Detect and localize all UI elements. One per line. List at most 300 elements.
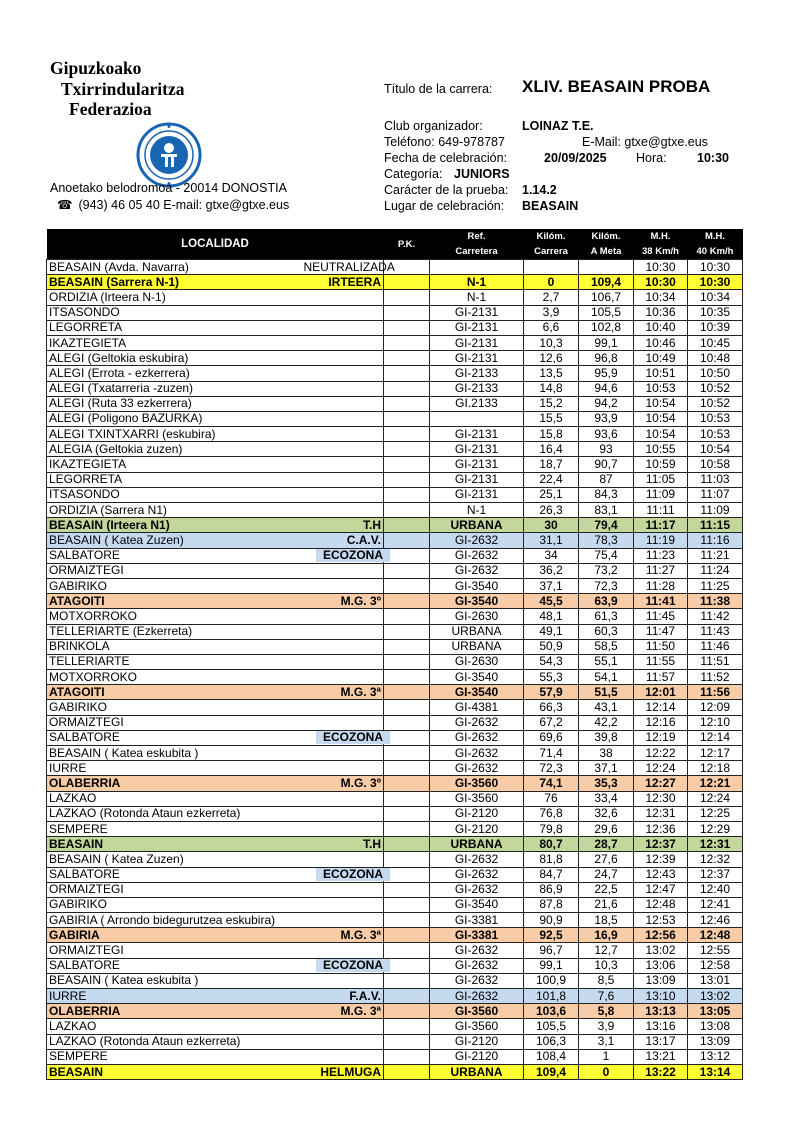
- cell-note: [262, 730, 384, 745]
- table-row: [47, 457, 743, 472]
- cell-time-38: 12:22: [634, 746, 688, 761]
- category-label: Categoría:: [384, 167, 443, 181]
- cell-ref: GI-2632: [430, 533, 524, 548]
- cell-pk: [384, 882, 430, 897]
- cell-ref: GI-2131: [430, 427, 524, 442]
- cell-pk: [384, 335, 430, 350]
- cell-km-carrera: 15,8: [524, 427, 579, 442]
- cell-pk: [384, 1004, 430, 1019]
- cell-ref: GI-2632: [430, 852, 524, 867]
- character-label: Carácter de la prueba:: [384, 183, 509, 197]
- cell-ref: GI-3540: [430, 670, 524, 685]
- table-row: [47, 928, 743, 943]
- date-label: Fecha de celebración:: [384, 151, 507, 165]
- cell-km-meta: 22,5: [579, 882, 634, 897]
- cell-ref: GI-2630: [430, 654, 524, 669]
- cell-pk: [384, 958, 430, 973]
- cell-ref: GI-2632: [430, 943, 524, 958]
- club-label: Club organizador:: [384, 119, 483, 133]
- cell-note: [262, 1049, 384, 1064]
- cell-pk: [384, 503, 430, 518]
- cell-time-38: 11:45: [634, 609, 688, 624]
- cell-pk: [384, 1034, 430, 1049]
- header-mh38-sub: 38 Km/h: [634, 244, 688, 260]
- cell-time-38: 12:14: [634, 700, 688, 715]
- cell-localidad: IURRE: [47, 761, 262, 776]
- cell-time-38: 10:55: [634, 442, 688, 457]
- cell-time-38: 13:13: [634, 1004, 688, 1019]
- cell-localidad: IKAZTEGIETA: [47, 335, 262, 350]
- cell-time-38: 11:47: [634, 624, 688, 639]
- cell-localidad: ALEGI (Poligono BAZURKA): [47, 411, 262, 426]
- cell-km-meta: 8,5: [579, 973, 634, 988]
- cell-localidad: TELLERIARTE: [47, 654, 262, 669]
- cell-km-meta: 93: [579, 442, 634, 457]
- cell-time-38: 10:30: [634, 275, 688, 290]
- header-localidad: LOCALIDAD: [47, 229, 384, 260]
- cell-time-38: 13:22: [634, 1064, 688, 1079]
- cell-time-40: 11:46: [688, 639, 743, 654]
- cell-localidad: ORMAIZTEGI: [47, 943, 262, 958]
- cell-localidad: LAZKAO (Rotonda Ataun ezkerreta): [47, 806, 262, 821]
- cell-ref: GI-2632: [430, 761, 524, 776]
- cell-km-carrera: 103,6: [524, 1004, 579, 1019]
- cell-km-meta: [579, 260, 634, 275]
- cell-pk: [384, 533, 430, 548]
- cell-km-meta: 79,4: [579, 518, 634, 533]
- cell-km-carrera: 100,9: [524, 973, 579, 988]
- cell-time-40: 10:58: [688, 457, 743, 472]
- cell-time-40: 13:09: [688, 1034, 743, 1049]
- cell-ref: GI-2131: [430, 305, 524, 320]
- cell-time-38: 10:46: [634, 335, 688, 350]
- cell-km-carrera: 25,1: [524, 487, 579, 502]
- cell-km-meta: 94,6: [579, 381, 634, 396]
- cell-pk: [384, 852, 430, 867]
- cell-ref: GI-3540: [430, 594, 524, 609]
- cell-time-40: 10:30: [688, 275, 743, 290]
- table-row: [47, 639, 743, 654]
- cell-km-carrera: 2,7: [524, 290, 579, 305]
- cell-localidad: LAZKAO: [47, 1019, 262, 1034]
- cell-localidad: ALEGI (Geltokia eskubira): [47, 351, 262, 366]
- cell-note: [262, 290, 384, 305]
- cell-km-meta: 12,7: [579, 943, 634, 958]
- cell-km-carrera: 80,7: [524, 837, 579, 852]
- cell-localidad: BEASAIN (Sarrera N-1): [47, 275, 262, 290]
- cell-time-40: 10:48: [688, 351, 743, 366]
- cell-km-meta: 5,8: [579, 1004, 634, 1019]
- cell-time-38: 10:36: [634, 305, 688, 320]
- cell-pk: [384, 442, 430, 457]
- cell-note: [262, 882, 384, 897]
- cell-localidad: ATAGOITI: [47, 594, 262, 609]
- cell-localidad: SEMPERE: [47, 1049, 262, 1064]
- cell-time-38: 13:10: [634, 989, 688, 1004]
- cell-localidad: IKAZTEGIETA: [47, 457, 262, 472]
- cell-time-40: 12:09: [688, 700, 743, 715]
- cell-km-meta: 58,5: [579, 639, 634, 654]
- cell-km-carrera: 12,6: [524, 351, 579, 366]
- cell-km-meta: 0: [579, 1064, 634, 1079]
- cell-km-meta: 61,3: [579, 609, 634, 624]
- cell-km-carrera: [524, 260, 579, 275]
- header-mh40-sub: 40 Km/h: [688, 244, 743, 260]
- cell-km-carrera: 31,1: [524, 533, 579, 548]
- cell-localidad: LAZKAO: [47, 791, 262, 806]
- cell-localidad: BEASAIN ( Katea Zuzen): [47, 852, 262, 867]
- cell-time-40: 13:01: [688, 973, 743, 988]
- cell-note: NEUTRALIZADA: [262, 260, 384, 275]
- cell-km-meta: 42,2: [579, 715, 634, 730]
- cell-note: [262, 1019, 384, 1034]
- cell-km-meta: 21,6: [579, 897, 634, 912]
- ecozona-badge: ECOZONA: [316, 868, 390, 881]
- table-row: [47, 518, 743, 533]
- cell-km-meta: 83,1: [579, 503, 634, 518]
- table-row: [47, 1019, 743, 1034]
- cell-time-38: 11:57: [634, 670, 688, 685]
- cell-km-carrera: 90,9: [524, 913, 579, 928]
- cell-km-meta: 7,6: [579, 989, 634, 1004]
- cell-localidad: OLABERRIA: [47, 776, 262, 791]
- cell-km-carrera: 92,5: [524, 928, 579, 943]
- cell-time-40: 12:37: [688, 867, 743, 882]
- cell-time-40: 12:46: [688, 913, 743, 928]
- cell-ref: [430, 260, 524, 275]
- cell-km-meta: 96,8: [579, 351, 634, 366]
- cell-note: M.G. 3º: [262, 776, 384, 791]
- table-header-row-1: [47, 229, 743, 244]
- table-row: [47, 715, 743, 730]
- cell-km-carrera: 36,2: [524, 563, 579, 578]
- cell-time-38: 12:31: [634, 806, 688, 821]
- table-row: [47, 806, 743, 821]
- table-row: [47, 913, 743, 928]
- cell-localidad: ALEGI (Errota - ezkerrera): [47, 366, 262, 381]
- cell-km-meta: 16,9: [579, 928, 634, 943]
- cell-km-meta: 37,1: [579, 761, 634, 776]
- cell-ref: GI-2120: [430, 806, 524, 821]
- cell-note: T.H: [262, 837, 384, 852]
- cell-pk: [384, 411, 430, 426]
- table-row: [47, 275, 743, 290]
- header-ref-sub: Carretera: [430, 244, 524, 260]
- cell-km-meta: 3,9: [579, 1019, 634, 1034]
- cell-time-38: 12:27: [634, 776, 688, 791]
- table-row: [47, 396, 743, 411]
- cell-km-meta: 29,6: [579, 821, 634, 836]
- category-value: JUNIORS: [454, 167, 510, 181]
- cell-note: M.G. 3ª: [262, 1004, 384, 1019]
- date-value: 20/09/2025: [544, 151, 607, 165]
- table-row: [47, 867, 743, 882]
- cell-time-40: 11:42: [688, 609, 743, 624]
- cell-pk: [384, 396, 430, 411]
- cell-ref: GI-3540: [430, 685, 524, 700]
- cell-note: [262, 366, 384, 381]
- table-row: [47, 578, 743, 593]
- cell-ref: GI-3540: [430, 897, 524, 912]
- cell-note: [262, 503, 384, 518]
- federation-name-line3: Federazioa: [69, 99, 152, 119]
- cell-localidad: BEASAIN ( Katea eskubita ): [47, 746, 262, 761]
- header-ref: Ref.: [430, 229, 524, 244]
- cell-km-carrera: 18,7: [524, 457, 579, 472]
- cell-time-38: 11:11: [634, 503, 688, 518]
- cell-time-40: 10:53: [688, 427, 743, 442]
- cell-km-meta: 54,1: [579, 670, 634, 685]
- cell-localidad: ORDIZIA (Sarrera N1): [47, 503, 262, 518]
- header-mh40: M.H.: [688, 229, 743, 244]
- cell-ref: GI-2120: [430, 1034, 524, 1049]
- cell-note: IRTEERA: [262, 275, 384, 290]
- cell-km-meta: 93,6: [579, 427, 634, 442]
- cell-pk: [384, 609, 430, 624]
- cell-km-carrera: 81,8: [524, 852, 579, 867]
- cell-time-40: 11:03: [688, 472, 743, 487]
- cell-time-40: 11:07: [688, 487, 743, 502]
- cell-ref: GI-2131: [430, 320, 524, 335]
- cell-time-40: 12:14: [688, 730, 743, 745]
- cell-km-carrera: 99,1: [524, 958, 579, 973]
- cell-localidad: ITSASONDO: [47, 305, 262, 320]
- cell-localidad: LEGORRETA: [47, 472, 262, 487]
- cell-localidad: BRINKOLA: [47, 639, 262, 654]
- cell-note: [262, 761, 384, 776]
- cell-note: [262, 305, 384, 320]
- cell-pk: [384, 275, 430, 290]
- table-row: [47, 351, 743, 366]
- cell-pk: [384, 457, 430, 472]
- club-value: LOINAZ T.E.: [522, 119, 594, 133]
- cell-km-carrera: 66,3: [524, 700, 579, 715]
- table-row: [47, 381, 743, 396]
- cell-time-38: 10:30: [634, 260, 688, 275]
- federation-name-line2: Txirrindularitza: [61, 78, 185, 99]
- cell-pk: [384, 700, 430, 715]
- cell-localidad: TELLERIARTE (Ezkerreta): [47, 624, 262, 639]
- cell-time-40: 10:54: [688, 442, 743, 457]
- cell-time-38: 10:53: [634, 381, 688, 396]
- cell-km-meta: 63,9: [579, 594, 634, 609]
- cell-localidad: GABIRIKO: [47, 897, 262, 912]
- cell-localidad: MOTXORROKO: [47, 670, 262, 685]
- cell-km-carrera: 14,8: [524, 381, 579, 396]
- cell-km-meta: 78,3: [579, 533, 634, 548]
- cell-localidad: BEASAIN: [47, 1064, 262, 1079]
- cell-time-38: 13:06: [634, 958, 688, 973]
- cell-km-meta: 28,7: [579, 837, 634, 852]
- header-km-carrera-sub: Carrera: [524, 244, 579, 260]
- cell-time-40: 11:15: [688, 518, 743, 533]
- cell-time-40: 10:34: [688, 290, 743, 305]
- cell-time-38: 11:27: [634, 563, 688, 578]
- cell-note: C.A.V.: [262, 533, 384, 548]
- cell-localidad: ALEGI (Ruta 33 ezkerrera): [47, 396, 262, 411]
- cell-note: [262, 943, 384, 958]
- route-table-body: [47, 260, 743, 1080]
- cell-ref: GI-3560: [430, 1004, 524, 1019]
- table-row: [47, 821, 743, 836]
- cell-pk: [384, 715, 430, 730]
- cell-ref: GI-2630: [430, 609, 524, 624]
- table-row: [47, 442, 743, 457]
- cell-localidad: GABIRIKO: [47, 700, 262, 715]
- cell-pk: [384, 761, 430, 776]
- table-row: [47, 305, 743, 320]
- cell-pk: [384, 290, 430, 305]
- cell-ref: GI-4381: [430, 700, 524, 715]
- cell-ref: GI-2632: [430, 989, 524, 1004]
- cell-note: [262, 867, 384, 882]
- cell-pk: [384, 381, 430, 396]
- cell-time-40: 10:39: [688, 320, 743, 335]
- time-value: 10:30: [697, 151, 729, 165]
- cell-localidad: BEASAIN (Avda. Navarra): [47, 260, 262, 275]
- cell-time-40: 10:45: [688, 335, 743, 350]
- cell-note: [262, 913, 384, 928]
- table-row: [47, 548, 743, 563]
- cell-note: [262, 351, 384, 366]
- cell-time-38: 11:55: [634, 654, 688, 669]
- cell-note: [262, 442, 384, 457]
- cell-km-meta: 10,3: [579, 958, 634, 973]
- cell-time-40: 13:02: [688, 989, 743, 1004]
- cell-note: [262, 548, 384, 563]
- table-row: [47, 943, 743, 958]
- cell-localidad: IURRE: [47, 989, 262, 1004]
- cell-pk: [384, 624, 430, 639]
- federation-phone-email: (943) 46 05 40 E-mail: gtxe@gtxe.eus: [78, 198, 290, 212]
- cell-ref: N-1: [430, 275, 524, 290]
- cell-time-40: 13:05: [688, 1004, 743, 1019]
- cell-time-40: 12:31: [688, 837, 743, 852]
- cell-ref: GI-3560: [430, 776, 524, 791]
- federation-name: [50, 58, 184, 120]
- cell-time-38: 13:02: [634, 943, 688, 958]
- cell-time-38: 12:43: [634, 867, 688, 882]
- cell-localidad: ORDIZIA (Irteera N-1): [47, 290, 262, 305]
- cell-pk: [384, 320, 430, 335]
- cell-pk: [384, 685, 430, 700]
- cell-localidad: MOTXORROKO: [47, 609, 262, 624]
- cell-km-carrera: 72,3: [524, 761, 579, 776]
- cell-time-40: 10:52: [688, 396, 743, 411]
- table-row: [47, 594, 743, 609]
- ecozona-badge: ECOZONA: [316, 959, 390, 972]
- cell-localidad: LEGORRETA: [47, 320, 262, 335]
- cell-km-meta: 94,2: [579, 396, 634, 411]
- cell-time-38: 12:24: [634, 761, 688, 776]
- table-row: [47, 958, 743, 973]
- header-km-carrera: Kilóm.: [524, 229, 579, 244]
- cell-localidad: OLABERRIA: [47, 1004, 262, 1019]
- cell-km-carrera: 30: [524, 518, 579, 533]
- cell-km-carrera: 55,3: [524, 670, 579, 685]
- cell-time-40: 12:21: [688, 776, 743, 791]
- cell-note: [262, 746, 384, 761]
- cell-km-carrera: 15,2: [524, 396, 579, 411]
- cell-km-meta: 84,3: [579, 487, 634, 502]
- cell-note: [262, 852, 384, 867]
- cell-pk: [384, 897, 430, 912]
- cell-time-40: 11:21: [688, 548, 743, 563]
- cell-km-carrera: 37,1: [524, 578, 579, 593]
- cell-time-40: 12:41: [688, 897, 743, 912]
- table-row: [47, 1034, 743, 1049]
- cell-km-carrera: 76,8: [524, 806, 579, 821]
- cell-ref: GI-3381: [430, 928, 524, 943]
- table-row: [47, 260, 743, 275]
- cell-note: [262, 335, 384, 350]
- federation-address: Anoetako belodromoa - 20014 DONOSTIA: [50, 181, 287, 195]
- cell-time-38: 12:47: [634, 882, 688, 897]
- cell-time-38: 13:17: [634, 1034, 688, 1049]
- cell-localidad: ALEGI TXINTXARRI (eskubira): [47, 427, 262, 442]
- cell-ref: GI-3381: [430, 913, 524, 928]
- cell-note: [262, 973, 384, 988]
- table-row: [47, 1064, 743, 1079]
- cell-localidad: SALBATORE: [47, 730, 262, 745]
- cell-localidad: ATAGOITI: [47, 685, 262, 700]
- cell-pk: [384, 472, 430, 487]
- table-row: [47, 609, 743, 624]
- cell-time-40: 12:24: [688, 791, 743, 806]
- cell-time-38: 11:09: [634, 487, 688, 502]
- cell-pk: [384, 776, 430, 791]
- cell-time-40: 10:53: [688, 411, 743, 426]
- cell-note: [262, 806, 384, 821]
- table-row: [47, 700, 743, 715]
- cell-pk: [384, 1049, 430, 1064]
- cell-localidad: ALEGIA (Geltokia zuzen): [47, 442, 262, 457]
- cell-km-carrera: 34: [524, 548, 579, 563]
- character-value: 1.14.2: [522, 183, 557, 197]
- cell-time-38: 12:36: [634, 821, 688, 836]
- cell-localidad: BEASAIN ( Katea eskubita ): [47, 973, 262, 988]
- place-value: BEASAIN: [522, 199, 579, 213]
- cell-pk: [384, 518, 430, 533]
- cell-km-carrera: 45,5: [524, 594, 579, 609]
- cell-note: [262, 563, 384, 578]
- table-row: [47, 563, 743, 578]
- cell-ref: GI-2632: [430, 563, 524, 578]
- cell-km-carrera: 13,5: [524, 366, 579, 381]
- cell-km-meta: 39,8: [579, 730, 634, 745]
- federation-name-line1: Gipuzkoako: [50, 58, 142, 78]
- table-row: [47, 882, 743, 897]
- cell-pk: [384, 548, 430, 563]
- table-row: [47, 335, 743, 350]
- cell-pk: [384, 366, 430, 381]
- cell-km-meta: 35,3: [579, 776, 634, 791]
- cell-pk: [384, 654, 430, 669]
- telephone-icon: ☎: [57, 198, 73, 212]
- cell-localidad: GABIRIA ( Arrondo bidegurutzea eskubira): [47, 913, 262, 928]
- cell-ref: GI-2133: [430, 366, 524, 381]
- cell-note: [262, 821, 384, 836]
- cell-km-meta: 18,5: [579, 913, 634, 928]
- cell-note: M.G. 3ª: [262, 685, 384, 700]
- cell-time-38: 10:34: [634, 290, 688, 305]
- cell-km-meta: 106,7: [579, 290, 634, 305]
- cell-time-40: 12:10: [688, 715, 743, 730]
- header-km-meta-sub: A Meta: [579, 244, 634, 260]
- cell-km-carrera: 71,4: [524, 746, 579, 761]
- cell-localidad: ORMAIZTEGI: [47, 563, 262, 578]
- cell-note: [262, 897, 384, 912]
